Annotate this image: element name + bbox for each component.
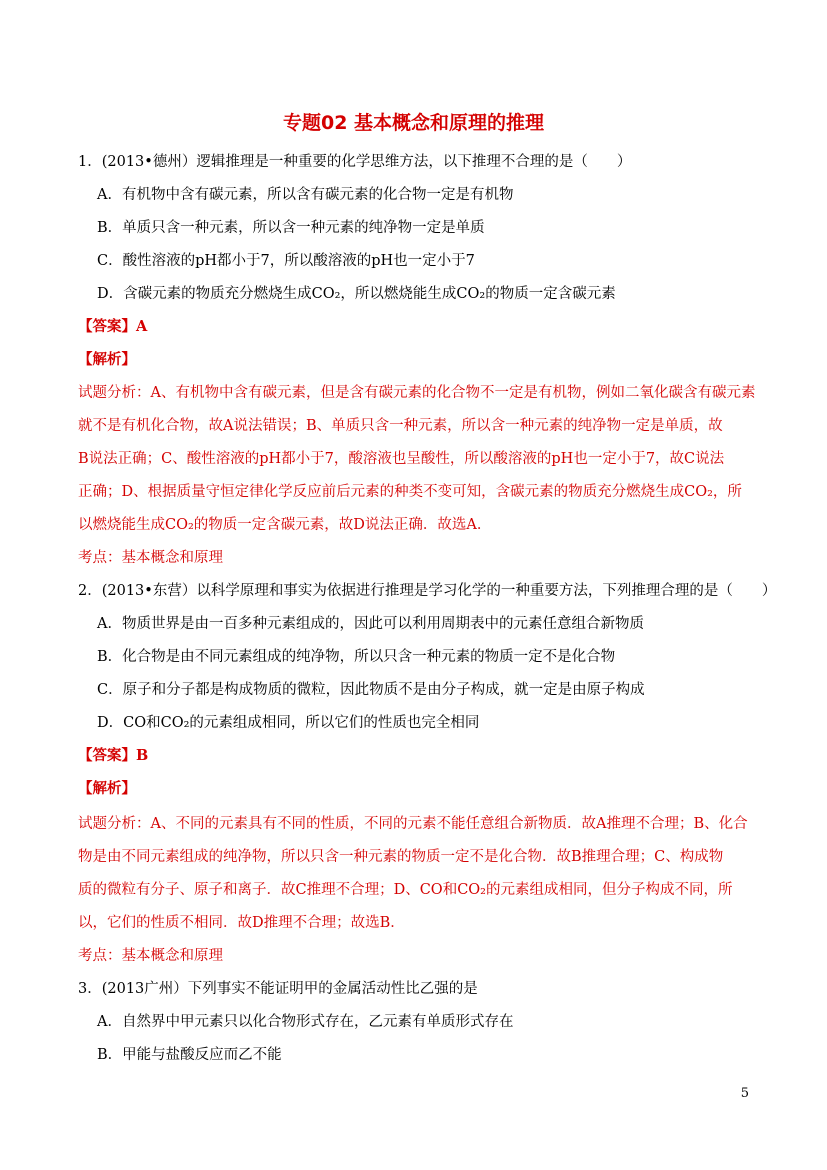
- question-2-option-c: C．原子和分子都是构成物质的微粒，因此物质不是由分子构成，就一定是由原子构成: [97, 682, 645, 698]
- question-1-option-d: D．含碳元素的物质充分燃烧生成CO₂，所以燃烧能生成CO₂的物质一定含碳元素: [97, 286, 616, 302]
- question-3-option-a: A．自然界中甲元素只以化合物形式存在，乙元素有单质形式存在: [97, 1014, 514, 1030]
- question-2-option-a: A．物质世界是由一百多种元素组成的，因此可以利用周期表中的元素任意组合新物质: [97, 616, 644, 632]
- question-2-answer: 【答案】B: [78, 747, 149, 764]
- page-title: 专题02 基本概念和原理的推理: [282, 112, 545, 134]
- question-2-analysis-line: 质的微粒有分子、原子和离子．故C推理不合理；D、CO和CO₂的元素组成相同，但分子构成不同，所: [78, 882, 733, 898]
- question-2-option-b: B．化合物是由不同元素组成的纯净物，所以只含一种元素的物质一定不是化合物: [97, 649, 616, 665]
- question-1-stem: 1．(2013•德州）逻辑推理是一种重要的化学思维方法，以下推理不合理的是（ ）: [78, 154, 632, 170]
- question-1-answer: 【答案】A: [78, 318, 148, 335]
- page-number: 5: [740, 1086, 749, 1101]
- question-3-option-b: B．甲能与盐酸反应而乙不能: [97, 1047, 282, 1063]
- question-1-option-c: C．酸性溶液的pH都小于7，所以酸溶液的pH也一定小于7: [97, 253, 475, 269]
- question-2-analysis-line: 试题分析：A、不同的元素具有不同的性质，不同的元素不能任意组合新物质．故A推理不合理；B、化合: [78, 816, 748, 832]
- question-2-analysis-line: 以，它们的性质不相同．故D推理不合理；故选B．: [78, 915, 405, 931]
- question-2-option-d: D．CO和CO₂的元素组成相同，所以它们的性质也完全相同: [97, 715, 480, 731]
- question-1-option-a: A．有机物中含有碳元素，所以含有碳元素的化合物一定是有机物: [97, 187, 514, 203]
- question-2-knowledge-point: 考点：基本概念和原理: [78, 948, 223, 964]
- question-1-analysis-line: 试题分析：A、有机物中含有碳元素，但是含有碳元素的化合物不一定是有机物，例如二氧化碳含有碳元素: [78, 385, 756, 401]
- question-1-analysis-line: 正确；D、根据质量守恒定律化学反应前后元素的种类不变可知，含碳元素的物质充分燃烧生成CO₂，所: [78, 484, 742, 500]
- question-1-analysis-line: 以燃烧能生成CO₂的物质一定含碳元素，故D说法正确．故选A．: [78, 517, 492, 533]
- question-2-analysis-heading: 【解析】: [78, 780, 136, 797]
- question-1-option-b: B．单质只含一种元素，所以含一种元素的纯净物一定是单质: [97, 220, 485, 236]
- question-1-analysis-line: 就不是有机化合物，故A说法错误；B、单质只含一种元素，所以含一种元素的纯净物一定是单质，故: [78, 418, 723, 434]
- question-1-analysis-heading: 【解析】: [78, 351, 136, 368]
- question-1-knowledge-point: 考点：基本概念和原理: [78, 550, 223, 566]
- question-3-stem: 3．(2013广州）下列事实不能证明甲的金属活动性比乙强的是: [78, 981, 478, 997]
- question-1-analysis-line: B说法正确；C、酸性溶液的pH都小于7，酸溶液也呈酸性，所以酸溶液的pH也一定小于7，故C说法: [78, 451, 725, 467]
- question-2-stem: 2．(2013•东营）以科学原理和事实为依据进行推理是学习化学的一种重要方法，下列推理合理的是（ ）: [78, 583, 777, 599]
- question-2-analysis-line: 物是由不同元素组成的纯净物，所以只含一种元素的物质一定不是化合物．故B推理合理；C、构成物: [78, 849, 724, 865]
